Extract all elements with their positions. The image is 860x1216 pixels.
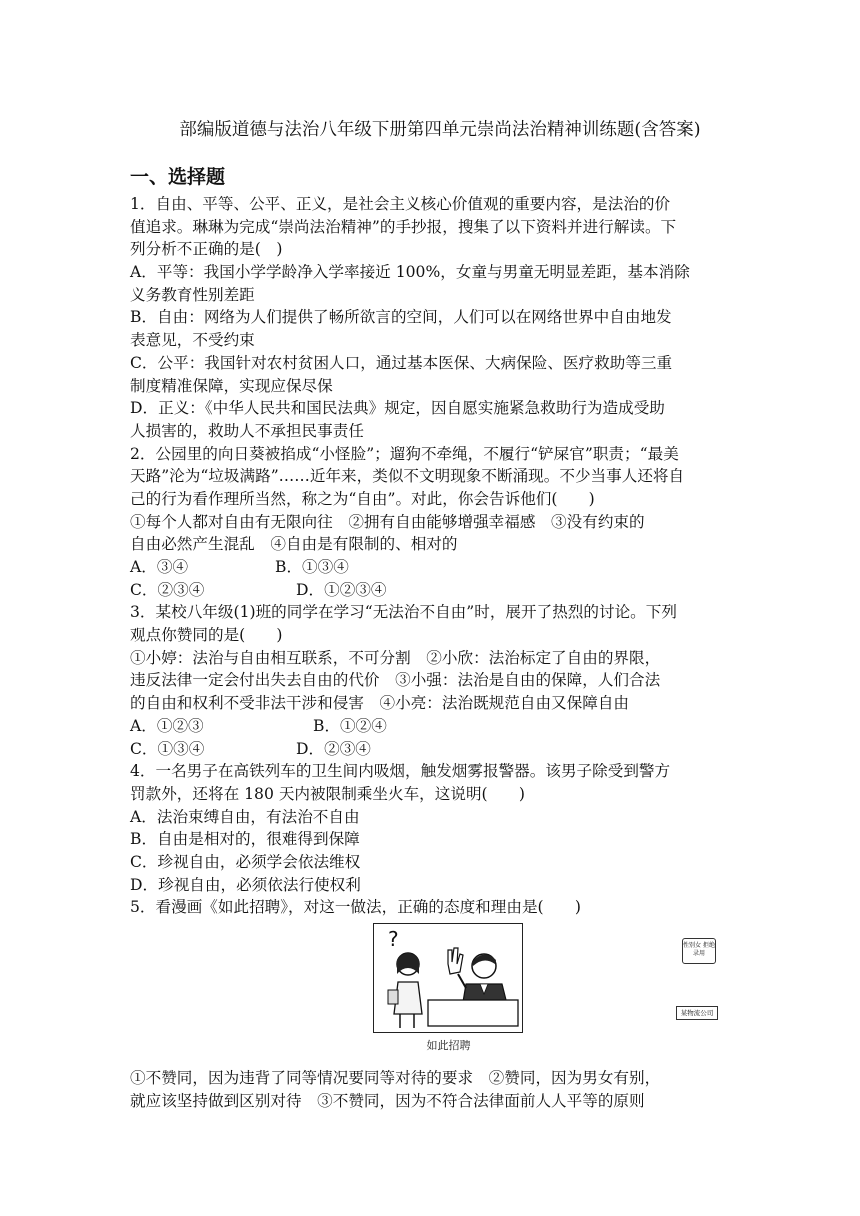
text-line: 3．某校八年级(1)班的同学在学习“无法治不自由”时，展开了热烈的讨论。下列 <box>130 603 677 622</box>
text-line: C．珍视自由，必须学会依法维权 <box>130 852 361 871</box>
document-body <box>130 193 730 1112</box>
text-line: ①每个人都对自由有无限向往 ②拥有自由能够增强幸福感 ③没有约束的 <box>130 512 645 531</box>
options-row <box>130 715 730 738</box>
text-line: 自由必然产生混乱 ④自由是有限制的、相对的 <box>130 535 458 554</box>
text-line: 5．看漫画《如此招聘》，对这一做法，正确的态度和理由是( ) <box>130 898 581 917</box>
text-line: 表意见，不受约束 <box>130 331 255 350</box>
question-2 <box>130 443 730 602</box>
text-line: B．自由：网络为人们提供了畅所欲言的空间，人们可以在网络世界中自由地发 <box>130 308 672 327</box>
text-line: 罚款外，还将在 180 天内被限制乘坐火车，这说明( ) <box>130 784 525 803</box>
option-d: D．②③④ <box>296 739 371 758</box>
text-line: A．平等：我国小学学龄净入学率接近 100%，女童与男童无明显差距，基本消除 <box>130 263 690 282</box>
rejection-sign: 性别女 拒绝录用 <box>682 938 716 964</box>
document-title: 部编版道德与法治八年级下册第四单元崇尚法治精神训练题(含答案) <box>179 120 701 140</box>
option-a: A．③④ <box>130 558 189 576</box>
company-label: 某物流公司 <box>676 1006 718 1020</box>
option-c: C．②③④ <box>130 580 205 599</box>
option-b: B．①③④ <box>275 558 349 576</box>
text-line: 就应该坚持做到区别对待 ③不赞同，因为不符合法律面前人人平等的原则 <box>130 1091 645 1110</box>
text-line: 天路”沦为“垃圾满路”……近年来，类似不文明现象不断涌现。不少当事人还将自 <box>130 467 685 486</box>
cartoon-image <box>373 923 715 1033</box>
text-line: ①小婷：法治与自由相互联系，不可分割 ②小欣：法治标定了自由的界限， <box>130 648 661 667</box>
svg-text:?: ? <box>388 927 399 951</box>
text-line: 值追求。琳琳为完成“崇尚法治精神”的手抄报，搜集了以下资料并进行解读。下 <box>130 217 677 236</box>
text-line: 列分析不正确的是( ) <box>130 240 283 259</box>
text-line: 2．公园里的向日葵被掐成“小怪脸”；遛狗不牵绳，不履行“铲屎官”职责；“最美 <box>130 444 679 463</box>
option-c: C．①③④ <box>130 739 205 758</box>
cartoon-caption: 如此招聘 <box>426 1039 471 1052</box>
text-line: 己的行为看作理所当然，称之为“自由”。对此，你会告诉他们( ) <box>130 489 595 508</box>
text-line: C．公平：我国针对农村贫困人口，通过基本医保、大病保险、医疗救助等三重 <box>130 353 673 372</box>
text-line: D．正义：《中华人民共和国民法典》规定，因自愿实施紧急救助行为造成受助 <box>130 399 665 418</box>
text-line: B．自由是相对的，很难得到保障 <box>130 830 360 849</box>
question-3 <box>130 601 730 760</box>
text-line: ①不赞同，因为违背了同等情况要同等对待的要求 ②赞同，因为男女有别， <box>130 1069 661 1087</box>
cartoon-figure <box>130 919 730 1067</box>
options-row <box>130 579 730 602</box>
options-row <box>130 738 730 761</box>
cartoon-drawing <box>374 924 522 1032</box>
text-line: 义务教育性别差距 <box>130 285 255 304</box>
option-d: D．①②③④ <box>296 580 387 599</box>
question-5 <box>130 896 730 1112</box>
option-b: B．①②④ <box>313 716 387 735</box>
text-line: 观点你赞同的是( ) <box>130 626 283 645</box>
option-a: A．①②③ <box>130 716 204 735</box>
question-1 <box>130 193 730 443</box>
text-line: 1．自由、平等、公平、正义，是社会主义核心价值观的重要内容，是法治的价 <box>130 195 671 213</box>
text-line: 违反法律一定会付出失去自由的代价 ③小强：法治是自由的保障，人们合法 <box>130 671 661 690</box>
text-line: 的自由和权利不受非法干涉和侵害 ④小亮：法治既规范自由又保障自由 <box>130 694 630 713</box>
text-line: D．珍视自由，必须依法行使权利 <box>130 875 361 894</box>
options-row <box>130 556 730 579</box>
text-line: 人损害的，救助人不承担民事责任 <box>130 421 364 440</box>
text-line: 制度精准保障，实现应保尽保 <box>130 376 333 395</box>
question-4 <box>130 760 730 896</box>
text-line: 4．一名男子在高铁列车的卫生间内吸烟，触发烟雾报警器。该男子除受到警方 <box>130 762 671 781</box>
section-heading: 一、选择题 <box>130 166 226 188</box>
text-line: A．法治束缚自由，有法治不自由 <box>130 807 360 826</box>
